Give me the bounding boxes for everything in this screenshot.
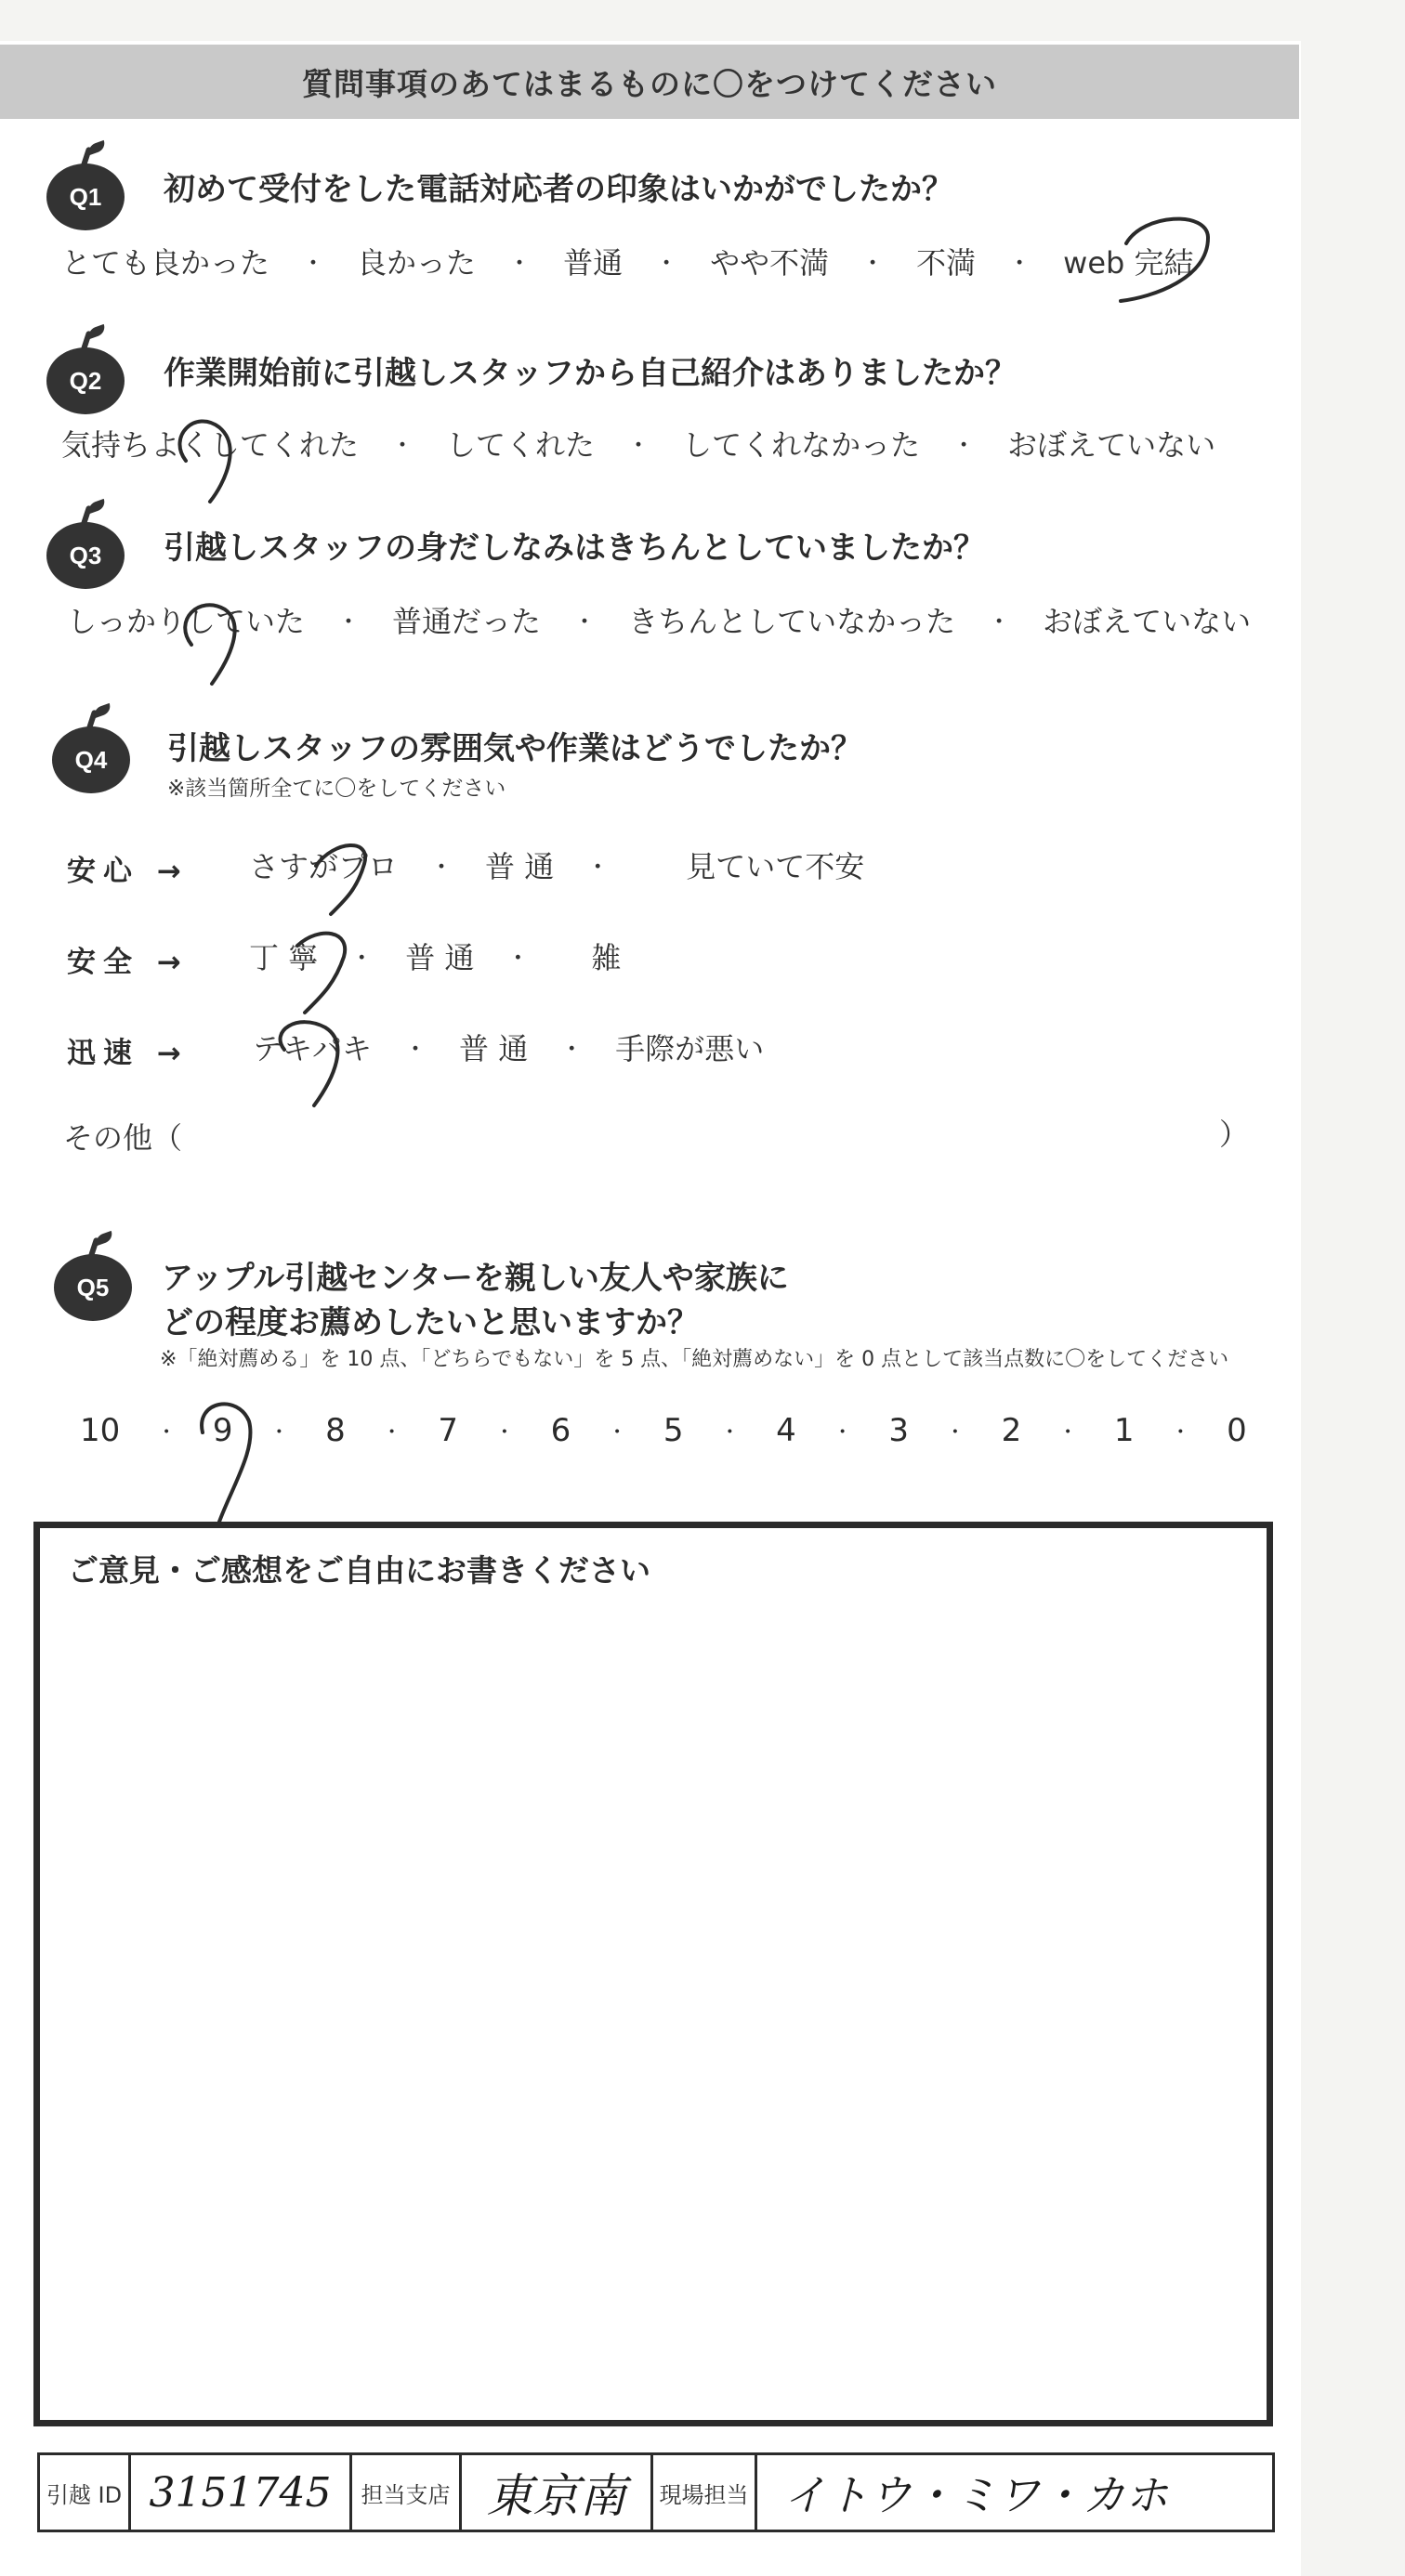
- q4-option[interactable]: 普 通: [459, 1031, 529, 1066]
- q3-option[interactable]: しっかりしていた: [67, 604, 306, 639]
- staff-label-cell: [653, 2455, 757, 2530]
- q2-option[interactable]: 気持ちよくしてくれた: [61, 427, 360, 463]
- separator-dot: ・: [944, 1420, 965, 1445]
- q1-option[interactable]: 良かった: [357, 245, 477, 281]
- q2-question: 作業開始前に引越しスタッフから自己紹介はありましたか？: [164, 355, 1017, 392]
- q5-score-scale: [80, 1412, 1247, 1449]
- separator-dot: ・: [1170, 1420, 1191, 1445]
- score-option[interactable]: 4: [776, 1412, 796, 1449]
- score-option[interactable]: 6: [550, 1412, 571, 1449]
- branch-label-cell: [352, 2455, 462, 2530]
- staff-value-cell[interactable]: [757, 2455, 1272, 2530]
- separator-dot: ・: [429, 853, 454, 882]
- separator-dot: ・: [349, 944, 374, 973]
- q2-option[interactable]: おぼえていない: [1007, 427, 1216, 463]
- q4-question: 引越しスタッフの雰囲気や作業はどうでしたか？: [167, 730, 862, 767]
- separator-dot: ・: [987, 608, 1012, 636]
- score-option[interactable]: 1: [1113, 1412, 1135, 1449]
- move-id-label: 引越 ID: [46, 2481, 123, 2508]
- move-id-value-cell[interactable]: [131, 2455, 352, 2530]
- separator-dot: ・: [1007, 249, 1032, 278]
- move-id-label-cell: [40, 2455, 131, 2530]
- q1-option[interactable]: 不満: [916, 245, 977, 281]
- score-option[interactable]: 0: [1227, 1412, 1247, 1449]
- q4-row-anshin-options: [249, 843, 864, 886]
- header-title: 質問事項のあてはまるものに〇をつけてください: [302, 65, 997, 102]
- score-option[interactable]: 2: [1001, 1412, 1022, 1449]
- q4-option[interactable]: 手際が悪い: [615, 1031, 765, 1066]
- q4-row-jinsoku-options: [253, 1026, 764, 1068]
- separator-dot: ・: [585, 853, 611, 882]
- q1-option[interactable]: やや不満: [710, 245, 830, 281]
- separator-dot: ・: [403, 1035, 428, 1064]
- branch-value-cell[interactable]: [462, 2455, 653, 2530]
- q1-question: 初めて受付をした電話対応者の印象はいかがでしたか？: [164, 171, 953, 208]
- q2-option[interactable]: してくれなかった: [682, 427, 921, 463]
- move-id-value: 3151745: [149, 2468, 332, 2517]
- q4-option[interactable]: さすがプロ: [249, 849, 399, 884]
- q4-row-label-anshin: 安心 →: [67, 855, 189, 888]
- separator-dot: ・: [156, 1420, 177, 1445]
- separator-dot: ・: [381, 1420, 402, 1445]
- q1-option[interactable]: とても良かった: [61, 245, 270, 281]
- q4-option[interactable]: 普 通: [485, 849, 555, 884]
- q4-other-close: [1219, 1111, 1249, 1154]
- q1-badge-label: Q1: [46, 163, 125, 230]
- separator-dot: ・: [572, 608, 597, 636]
- separator-dot: ・: [506, 944, 531, 973]
- q5-question-line2: どの程度お薦めしたいと思いますか？: [162, 1304, 699, 1341]
- separator-dot: ・: [559, 1035, 584, 1064]
- q5-badge: [54, 1250, 132, 1321]
- q3-option[interactable]: 普通だった: [392, 604, 542, 639]
- branch-value: 東京南: [486, 2469, 626, 2523]
- q3-question: 引越しスタッフの身だしなみはきちんとしていましたか？: [164, 530, 985, 567]
- separator-dot: ・: [1057, 1420, 1079, 1445]
- q4-option[interactable]: 丁 寧: [249, 940, 319, 975]
- q4-row-label-jinsoku: 迅速 →: [67, 1037, 189, 1070]
- q2-options: [61, 422, 1215, 464]
- score-option[interactable]: 3: [888, 1412, 910, 1449]
- staff-label: 現場担当: [659, 2481, 749, 2508]
- q5-question-line1: アップル引越センターを親しい友人や家族に: [162, 1260, 789, 1297]
- q4-badge-label: Q4: [52, 726, 130, 793]
- q2-option[interactable]: してくれた: [446, 427, 596, 463]
- q3-option[interactable]: きちんとしていなかった: [628, 604, 956, 639]
- q1-option[interactable]: 普通: [563, 245, 624, 281]
- q4-option[interactable]: テキパキ: [253, 1031, 373, 1066]
- separator-dot: ・: [952, 431, 977, 460]
- score-option[interactable]: 8: [325, 1412, 346, 1449]
- separator-dot: ・: [390, 431, 415, 460]
- q2-badge-label: Q2: [46, 347, 125, 414]
- q4-other-open: [63, 1115, 182, 1157]
- q1-badge: [46, 160, 125, 230]
- separator-dot: ・: [336, 608, 361, 636]
- separator-dot: ・: [301, 249, 326, 278]
- score-option[interactable]: 5: [663, 1412, 684, 1449]
- q1-options: [61, 240, 1194, 282]
- q1-option[interactable]: web 完結: [1063, 245, 1194, 281]
- separator-dot: ・: [507, 249, 532, 278]
- comment-box-title: ご意見・ご感想をご自由にお書きください: [68, 1552, 650, 1589]
- branch-label: 担当支店: [361, 2481, 451, 2508]
- footer-table: [37, 2452, 1275, 2532]
- q4-badge: [52, 723, 130, 793]
- separator-dot: ・: [719, 1420, 741, 1445]
- q5-badge-label: Q5: [54, 1254, 132, 1321]
- header-bar: [0, 45, 1299, 119]
- separator-dot: ・: [860, 249, 886, 278]
- q4-row-label-anzen: 安全 →: [67, 946, 189, 979]
- separator-dot: ・: [832, 1420, 853, 1445]
- q3-options: [67, 598, 1251, 641]
- q4-note: ※該当箇所全てに〇をしてください: [167, 777, 506, 801]
- q4-other-label: その他（: [63, 1120, 183, 1156]
- q4-row-anzen-options: [249, 935, 621, 977]
- q4-option[interactable]: 雑: [591, 940, 622, 975]
- separator-dot: ・: [493, 1420, 515, 1445]
- separator-dot: ・: [607, 1420, 628, 1445]
- score-option[interactable]: 9: [212, 1412, 233, 1449]
- q3-option[interactable]: おぼえていない: [1043, 604, 1252, 639]
- separator-dot: ・: [626, 431, 651, 460]
- separator-dot: ・: [269, 1420, 290, 1445]
- q4-option[interactable]: 普 通: [405, 940, 475, 975]
- q4-other-close-paren: ）: [1219, 1117, 1250, 1152]
- staff-value: イトウ・ミワ・カホ: [783, 2470, 1168, 2520]
- q4-option[interactable]: 見ていて不安: [686, 849, 865, 884]
- q3-badge-label: Q3: [46, 522, 125, 589]
- score-option[interactable]: 10: [80, 1412, 121, 1449]
- q3-badge: [46, 518, 125, 589]
- comment-box[interactable]: [33, 1522, 1273, 2426]
- separator-dot: ・: [654, 249, 679, 278]
- q5-note: ※「絶対薦める」を 10 点、「どちらでもない」を 5 点、「絶対薦めない」を 0 点として該当点数に〇をしてください: [160, 1348, 1229, 1371]
- q2-badge: [46, 344, 125, 414]
- score-option[interactable]: 7: [438, 1412, 459, 1449]
